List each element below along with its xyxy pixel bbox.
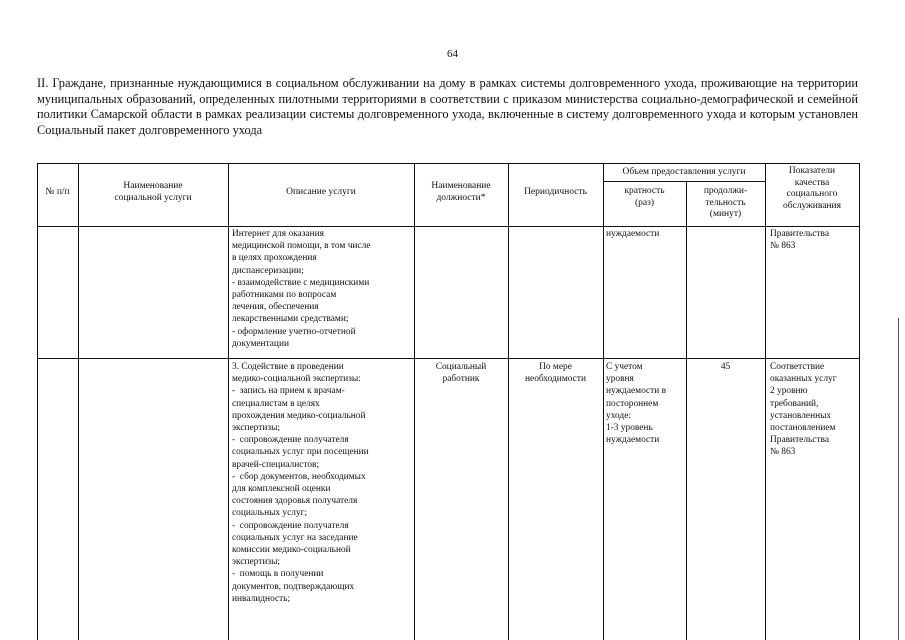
table-rule-col-5: [603, 163, 604, 640]
header-periodicity: Периодичность: [524, 187, 587, 197]
table-rule-col-6: [686, 181, 687, 640]
row-1-frequency: нуждаемости: [606, 229, 660, 239]
header-quality: Показатели качества социального обслуживания: [783, 166, 841, 211]
row-1-description: Интернет для оказания медицинской помощи, в том числе в целях прохождения диспансеризации; - взаимодействие с медицинскими работниками по вопросам лечения, обеспечения лекарственными средствами; - оформление учетно-отчетной документации: [232, 229, 371, 349]
row-2-position: Социальный работник: [435, 362, 487, 385]
row-2-quality: Соответствие оказанных услуг 2 уровню требований, установленных постановлением Правительства № 863: [770, 362, 837, 458]
page-number: 64: [447, 48, 458, 60]
header-duration: продолжи- тельность (минут): [703, 186, 748, 219]
row-1-quality: Правительства № 863: [770, 229, 829, 252]
row-2-description: 3. Содействие в проведении медико-социальной экспертизы: - запись на прием к врачам- специалистам в целях прохождения медико-социальной экспертизы; - сопровождение получателя социальных услуг при посещении врачей-специалистов; - сбор документов, необходимых для комплексной оценки состояния здоровья получателя социальных услуг; - сопровождение получателя социальных услуг на заседание комиссии медико-социальной экспертизы; - помощь в получении документов, подтверждающих инвалидность;: [232, 362, 369, 604]
table-rule-header-bottom: [37, 226, 859, 227]
table-rule-col-7: [765, 163, 766, 640]
header-volume: Объем предоставления услуги: [622, 167, 746, 177]
table-rule-top: [37, 163, 859, 164]
header-number: № п/п: [45, 187, 70, 197]
section-heading: II. Граждане, признанные нуждающимися в социальном обслуживании на дому в рамках системы долговременного ухода, проживающие на территории муниципальных образований, определенных пилотными территориями в соответствии с приказом министерства социально-демографической и семейной политики Самарской области в рамках реализации системы долговременного ухода, включенные в систему долговременного ухода и которым установлен Социальный пакет долговременного ухода: [37, 76, 858, 137]
table-rule-col-2: [228, 163, 229, 640]
row-2-periodicity: По мере необходимости: [525, 362, 586, 385]
row-2-frequency: С учетом уровня нуждаемости в постороннем уходе: 1-3 уровень нуждаемости: [606, 362, 667, 446]
header-position: Наименование должности*: [431, 181, 491, 203]
table-rule-col-0: [37, 163, 38, 640]
table-rule-volume: [603, 181, 765, 182]
table-rule-col-8: [859, 163, 860, 640]
table-rule-col-3: [414, 163, 415, 640]
header-service-name: Наименование социальной услуги: [114, 181, 192, 203]
scan-edge-mark: [898, 318, 899, 640]
header-description: Описание услуги: [286, 187, 356, 197]
table-rule-row-1: [37, 358, 859, 359]
table-rule-col-1: [78, 163, 79, 640]
header-frequency: кратность (раз): [624, 186, 665, 208]
table-rule-col-4: [508, 163, 509, 640]
row-2-duration: 45: [720, 362, 731, 372]
